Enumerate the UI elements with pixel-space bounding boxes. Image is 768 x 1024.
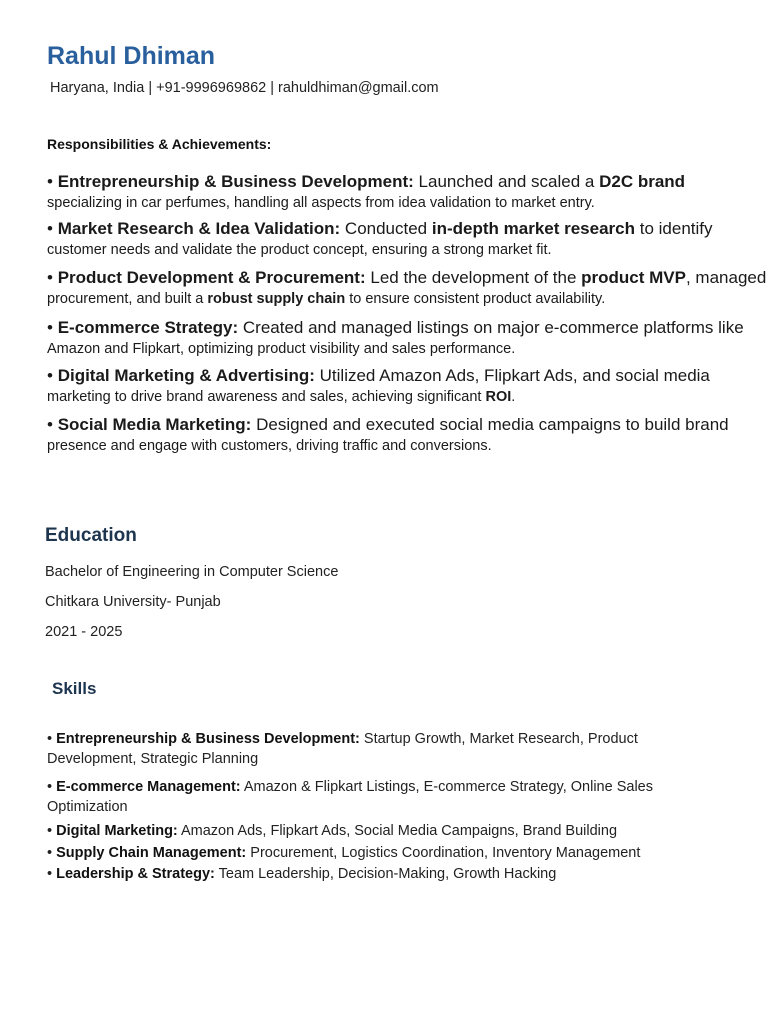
bullet: • — [47, 172, 53, 191]
responsibility-highlight: product MVP — [581, 268, 686, 287]
education-years: 2021 - 2025 — [45, 624, 123, 640]
bullet: • — [47, 366, 53, 385]
responsibility-highlight: in-depth market research — [431, 219, 636, 238]
responsibility-title: Market Research & Idea Validation: — [57, 219, 341, 238]
responsibility-highlight: robust supply chain — [207, 291, 346, 307]
skill-item — [47, 729, 707, 769]
bullet: • — [47, 268, 53, 287]
responsibility-text: procurement, and built a — [47, 291, 208, 307]
education-heading: Education — [45, 525, 137, 546]
responsibility-item — [47, 172, 685, 212]
responsibility-text: presence and engage with customers, driving traffic and conversions. — [47, 438, 492, 454]
skill-item — [47, 777, 707, 817]
responsibility-highlight: ROI — [485, 389, 512, 405]
responsibility-title: E-commerce Strategy: — [57, 318, 239, 337]
skill-text: Procurement, Logistics Coordination, Inventory Management — [246, 845, 641, 861]
responsibility-text: Led the development of the — [365, 268, 582, 287]
responsibility-item — [47, 318, 744, 358]
responsibility-text: Designed and executed social media campaigns to build brand — [251, 415, 729, 434]
responsibility-text: marketing to drive brand awareness and sales, achieving significant — [47, 389, 486, 405]
responsibility-text: , managed — [685, 268, 767, 287]
bullet: • — [47, 415, 53, 434]
bullet: • — [47, 219, 53, 238]
bullet: • — [47, 318, 53, 337]
skill-item — [47, 843, 707, 863]
responsibility-text: Utilized Amazon Ads, Flipkart Ads, and social media — [314, 366, 710, 385]
responsibility-text: Amazon and Flipkart, optimizing product visibility and sales performance. — [47, 341, 516, 357]
contact-info: Haryana, India | +91-9996969862 | rahuldhiman@gmail.com — [50, 80, 439, 96]
responsibility-item — [47, 366, 710, 406]
responsibility-text: . — [511, 389, 516, 405]
candidate-name: Rahul Dhiman — [47, 42, 216, 70]
responsibility-title: Social Media Marketing: — [57, 415, 252, 434]
responsibility-text: to identify — [635, 219, 713, 238]
responsibility-item — [47, 268, 766, 308]
education-degree: Bachelor of Engineering in Computer Science — [45, 564, 339, 580]
bullet: • — [47, 731, 53, 747]
skill-title: Supply Chain Management: — [56, 845, 247, 861]
responsibility-text: Launched and scaled a — [413, 172, 600, 191]
responsibility-highlight: D2C brand — [599, 172, 686, 191]
responsibility-text: to ensure consistent product availability. — [345, 291, 606, 307]
responsibility-text: specializing in car perfumes, handling all aspects from idea validation to market entry. — [47, 195, 595, 211]
responsibility-item — [47, 415, 729, 455]
skill-item — [47, 821, 707, 841]
skill-item — [47, 864, 707, 884]
bullet: • — [47, 779, 53, 795]
responsibility-text: customer needs and validate the product concept, ensuring a strong market fit. — [47, 242, 552, 258]
skills-heading: Skills — [52, 679, 97, 698]
bullet: • — [47, 866, 53, 882]
skill-title: Digital Marketing: — [56, 823, 178, 839]
responsibility-title: Digital Marketing & Advertising: — [57, 366, 315, 385]
skill-title: Leadership & Strategy: — [56, 866, 215, 882]
skill-text: Team Leadership, Decision-Making, Growth Hacking — [214, 866, 557, 882]
responsibility-title: Entrepreneurship & Business Development: — [57, 172, 414, 191]
skill-title: Entrepreneurship & Business Development: — [56, 731, 360, 747]
bullet: • — [47, 845, 53, 861]
education-university: Chitkara University- Punjab — [45, 594, 221, 610]
skill-text: Startup Growth, Market Research, Product Development, Strategic Planning — [47, 731, 638, 767]
responsibility-title: Product Development & Procurement: — [57, 268, 366, 287]
skill-text: Amazon & Flipkart Listings, E-commerce Strategy, Online Sales Optimization — [47, 779, 653, 815]
responsibility-text: Created and managed listings on major e-commerce platforms like — [238, 318, 744, 337]
skill-title: E-commerce Management: — [56, 779, 241, 795]
bullet: • — [47, 823, 53, 839]
responsibilities-heading: Responsibilities & Achievements: — [47, 136, 272, 152]
responsibility-item — [47, 219, 713, 259]
responsibility-text: Conducted — [340, 219, 432, 238]
skill-text: Amazon Ads, Flipkart Ads, Social Media Campaigns, Brand Building — [177, 823, 618, 839]
